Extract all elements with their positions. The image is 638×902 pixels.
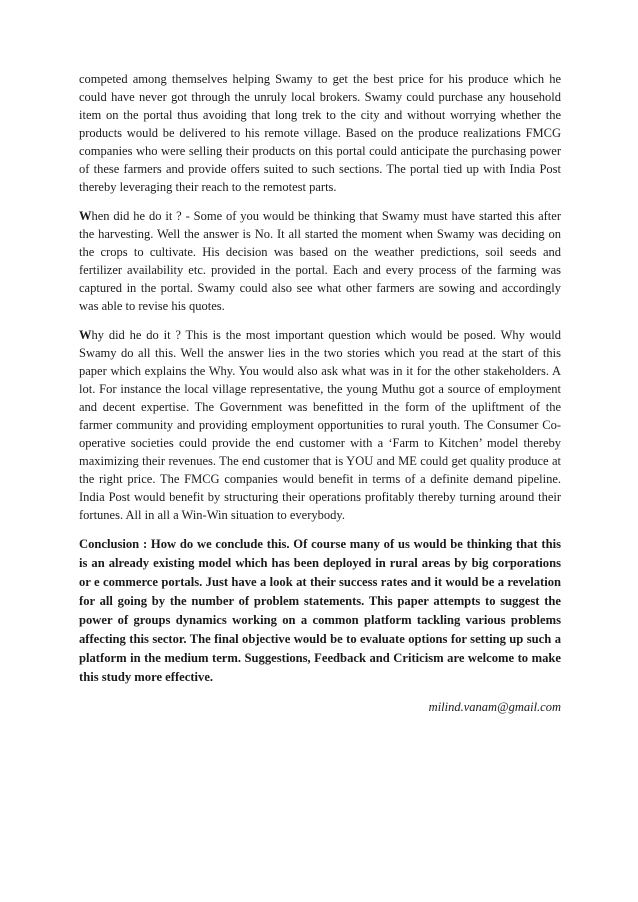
paragraph-why	[79, 326, 561, 524]
paragraph-text: hy did he do it ? This is the most important question which would be posed. Why would Swamy do all this. Well the answer lies in the two stories which you read at the start of this paper which explains the Why. You would also ask what was in it for the other stakeholders. A lot. For instance the local village representative, the young Muthu got a source of employment and decent expertise. The Government was benefitted in the form of the upliftment of the farmer community and providing employment opportunities to rural youth. The Consumer Co-operative societies could provide the end customer with a ‘Farm to Kitchen’ model thereby maximizing their revenues. The end customer that is YOU and ME could get quality produce at the right price. The FMCG companies would benefit in terms of a definite demand pipeline. India Post would benefit by structuring their operations profitably thereby turning around their fortunes. All in all a Win-Win situation to everybody.	[79, 328, 561, 522]
drop-letter: W	[79, 328, 92, 342]
document-page	[79, 70, 561, 727]
paragraph-conclusion: Conclusion : How do we conclude this. Of course many of us would be thinking that this is an already existing model which has been deployed in rural areas by big corporations or e commerce portals. Just have a look at their success rates and it would be a revelation for all going by the number of problem statements. This paper attempts to suggest the power of groups dynamics working on a common platform tackling various problems affecting this sector. The final objective would be to evaluate options for setting up such a platform in the medium term. Suggestions, Feedback and Criticism are welcome to make this study more effective.	[79, 537, 561, 684]
drop-letter: W	[79, 209, 92, 223]
paragraph-portal: competed among themselves helping Swamy to get the best price for his produce which he could have never got through the unruly local brokers. Swamy could purchase any household item on the portal thus avoiding that long trek to the city and without worrying whether the products would be delivered to his remote village. Based on the produce realizations FMCG companies who were selling their products on this portal could anticipate the purchasing power of these farmers and provide offers suited to such sections. The portal tied up with India Post thereby leveraging their reach to the remotest parts.	[79, 72, 561, 194]
author-email: milind.vanam@gmail.com	[428, 700, 561, 714]
paragraph-when	[79, 207, 561, 315]
paragraph-text: hen did he do it ? - Some of you would be thinking that Swamy must have started this after the harvesting. Well the answer is No. It all started the moment when Swamy was deciding on the crops to cultivate. His decision was based on the weather predictions, soil seeds and fertilizer availability etc. provided in the portal. Each and every process of the farming was captured in the portal. Swamy could also see what other farmers are sowing and accordingly was able to revise his quotes.	[79, 209, 561, 313]
